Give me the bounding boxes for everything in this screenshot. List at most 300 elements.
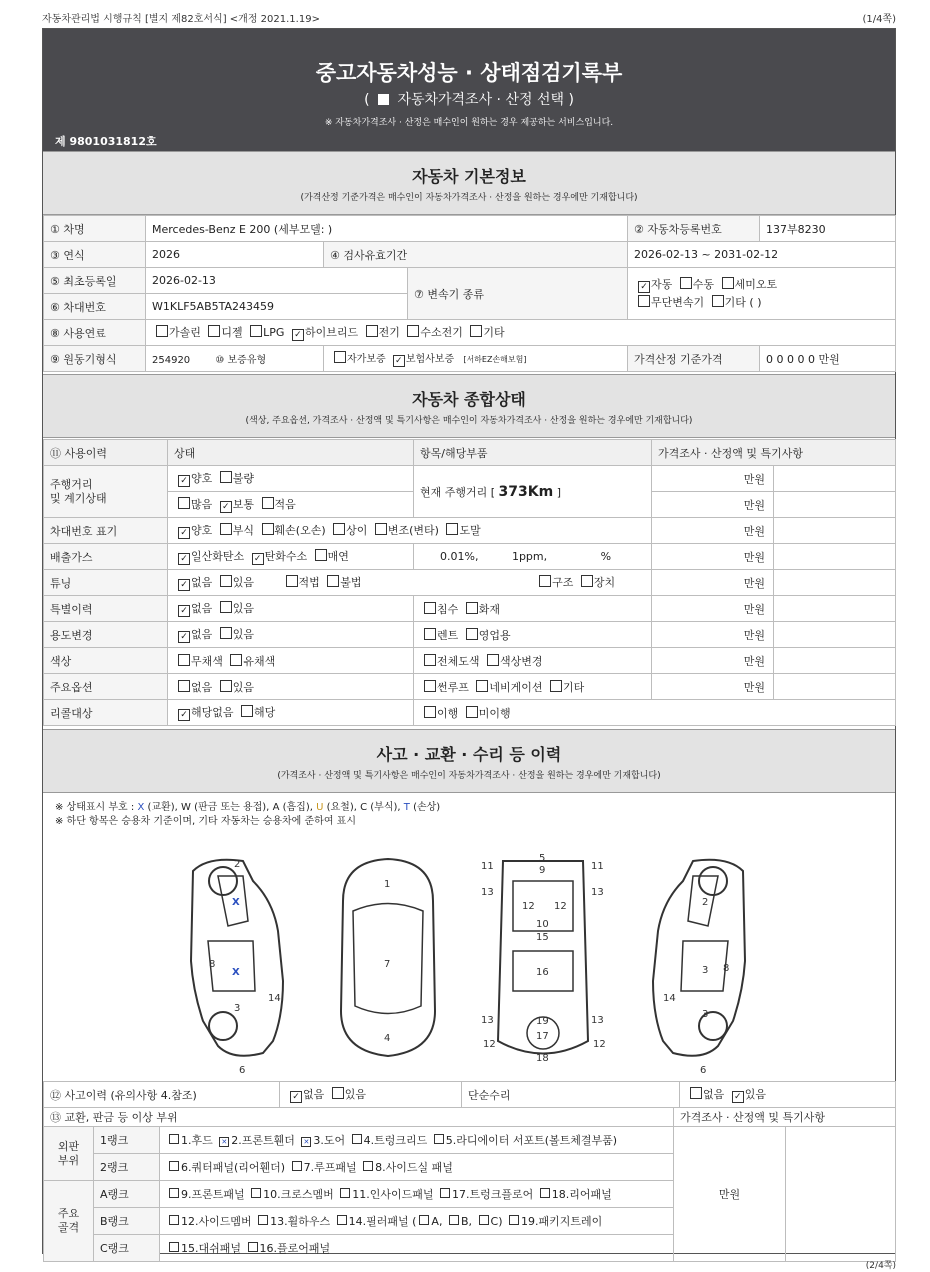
car-frame-view — [481, 853, 606, 1064]
accident-history-table — [43, 1081, 896, 1108]
simple-repair-label: 단순수리 — [462, 1082, 680, 1108]
dash-panel-checkbox[interactable] — [169, 1242, 179, 1252]
mileage-current-end: ] — [556, 485, 562, 499]
special-exist-checkbox[interactable] — [220, 601, 232, 613]
mileage-cond-row2 — [168, 492, 414, 518]
vin-rust-label: 부식 — [232, 524, 255, 537]
status-subtitle: (색상, 주요옵션, 가격조사 · 산정액 및 특기사항은 매수인이 자동차가격조사 · 산정을 원하는 경우에만 기재합니다) — [245, 416, 693, 426]
mileage-good-label: 양호 — [191, 472, 213, 485]
achromatic-checkbox[interactable] — [178, 654, 190, 666]
legend-prefix: ※ 상태표시 부호 : — [55, 802, 135, 813]
part-19-frame: 19 — [536, 1016, 549, 1027]
part-6-right: 6 — [700, 1065, 707, 1076]
mileage-current-cell — [414, 466, 652, 518]
vin-diff-label: 상이 — [346, 524, 368, 537]
part-12-frame-right: 12 — [554, 901, 567, 912]
warranty-options — [324, 346, 628, 372]
tuning-structure-checkbox[interactable] — [539, 575, 551, 587]
fire-label: 화재 — [478, 602, 501, 616]
vin-good-label: 양호 — [191, 524, 213, 537]
tuning-none-label: 없음 — [191, 576, 213, 589]
legend-a-text: (흠집), — [282, 802, 313, 813]
part-13-frame-rear-left: 13 — [481, 1015, 494, 1026]
mileage-many-checkbox[interactable] — [178, 497, 190, 509]
option-note[interactable] — [774, 674, 896, 700]
em-hc-checkbox[interactable] — [252, 553, 264, 565]
em-co-label: 일산화탄소 — [191, 550, 245, 563]
option-none-checkbox[interactable] — [178, 680, 190, 692]
warranty-ins-checkbox[interactable] — [393, 355, 405, 367]
usage-parts — [414, 622, 652, 648]
price-cell — [760, 346, 896, 372]
usage-exist-checkbox[interactable] — [220, 627, 232, 639]
special-none-checkbox[interactable] — [178, 605, 190, 617]
warranty-ins-label: 보험사보증 — [405, 354, 455, 365]
recall-parts — [414, 700, 896, 726]
car-name-label: ① 차명 — [44, 216, 146, 242]
fuel-hybrid-checkbox[interactable] — [292, 329, 304, 341]
vin-label: ⑥ 차대번호 — [44, 294, 146, 320]
accident-none-checkbox[interactable] — [290, 1091, 302, 1103]
mileage-normal-label: 보통 — [232, 498, 255, 511]
accident-title: 사고 · 교환 · 수리 등 이력 — [376, 745, 562, 764]
trans-other-label: 기타 ( ) — [724, 295, 762, 309]
floor-panel-checkbox[interactable] — [248, 1242, 258, 1252]
legend-c: C — [360, 802, 368, 813]
mileage-current-value: 373Km — [498, 483, 554, 500]
pillar-b-checkbox[interactable] — [449, 1215, 459, 1225]
fuel-options — [146, 320, 896, 346]
part-11-frame-left: 11 — [481, 861, 494, 872]
part-2-right: 2 — [702, 897, 709, 908]
trans-cvt-checkbox[interactable] — [638, 295, 650, 307]
record-number: 제 9801031812호 — [55, 135, 157, 148]
part-3-right-b: 3 — [702, 1009, 709, 1020]
usage-none-label: 없음 — [191, 628, 213, 641]
form-header — [43, 29, 895, 151]
part-7-top: 7 — [384, 959, 391, 970]
rear-panel-checkbox[interactable] — [540, 1188, 550, 1198]
emission-note[interactable] — [774, 544, 896, 570]
trunk-lid-label: 4.트렁크리드 — [363, 1134, 428, 1147]
car-diagram — [43, 841, 895, 1076]
part-14-right: 14 — [663, 993, 676, 1004]
usage-price: 만원 — [652, 622, 774, 648]
first-reg-value: 2026-02-13 — [146, 268, 408, 294]
side-sill-checkbox[interactable] — [363, 1161, 373, 1171]
quarter-panel-checkbox[interactable] — [169, 1161, 179, 1171]
fuel-elec-checkbox[interactable] — [366, 325, 378, 337]
rankB-label: B랭크 — [94, 1208, 160, 1235]
trans-cvt-label: 무단변속기 — [651, 295, 705, 309]
accident-hist-label: ⑫ 사고이력 (유의사항 4.참조) — [44, 1082, 280, 1108]
mileage-note-1[interactable] — [774, 466, 896, 492]
reg-value: 137부8230 — [760, 216, 896, 242]
part-13-frame-left: 13 — [481, 887, 494, 898]
front-fender-label: 2.프론트휀더 — [231, 1134, 295, 1147]
em-value-hc: 1ppm, — [511, 550, 548, 563]
quarter-panel-label: 6.쿼터패널(리어휀더) — [181, 1161, 286, 1174]
car-name-value: Mercedes-Benz E 200 (세부모델: ) — [146, 216, 628, 242]
form-subtitle — [43, 89, 895, 109]
tuning-legal-checkbox[interactable] — [286, 575, 298, 587]
hood-label: 1.후드 — [181, 1134, 213, 1147]
engine-value: 254920 — [152, 355, 191, 366]
subtitle-text: 자동차가격조사 · 산정 선택 — [397, 92, 565, 108]
mileage-label: 주행거리 및 계기상태 — [44, 466, 168, 518]
option-exist-label: 있음 — [232, 680, 255, 694]
tuning-exist-label: 있음 — [232, 576, 255, 589]
color-options — [168, 648, 414, 674]
fuel-hybrid-label: 하이브리드 — [304, 326, 359, 339]
tuning-legal-label: 적법 — [298, 576, 320, 589]
full-paint-checkbox[interactable] — [424, 654, 436, 666]
legend-a: A — [272, 802, 280, 813]
reg-label: ② 자동차등록번호 — [628, 216, 760, 242]
simple-yes-checkbox[interactable] — [732, 1091, 744, 1103]
fuel-other-checkbox[interactable] — [470, 325, 482, 337]
part-13-frame-right: 13 — [591, 887, 604, 898]
fuel-label: ⑧ 사용연료 — [44, 320, 146, 346]
engine-and-warranty — [146, 346, 324, 372]
recall-yes-label: 해당 — [254, 706, 276, 719]
emission-label: 배출가스 — [44, 544, 168, 570]
dash-panel-label: 15.대쉬패널 — [181, 1242, 241, 1255]
package-tray-label: 19.패키지트레이 — [520, 1215, 603, 1228]
special-exist-label: 있음 — [232, 602, 255, 615]
side-member-checkbox[interactable] — [169, 1215, 179, 1225]
special-options — [168, 596, 414, 622]
form-frame — [42, 28, 896, 1254]
hood-checkbox[interactable] — [169, 1134, 179, 1144]
part-15-frame: 15 — [536, 932, 549, 943]
fuel-gas-checkbox[interactable] — [156, 325, 168, 337]
status-title: 자동차 종합상태 — [412, 390, 526, 409]
legend-u: U — [316, 802, 324, 813]
mark-left-door: X — [232, 967, 240, 978]
part-3-right-a: 3 — [702, 965, 709, 976]
chromatic-checkbox[interactable] — [230, 654, 242, 666]
part-11-frame-right: 11 — [591, 861, 604, 872]
tuning-exist-checkbox[interactable] — [220, 575, 232, 587]
legend-u-text: (요철), — [326, 802, 357, 813]
chromatic-label: 유채색 — [243, 654, 276, 668]
vin-dmg-checkbox[interactable] — [262, 523, 274, 535]
tuning-note[interactable] — [774, 570, 896, 596]
trans-semi-label: 세미오토 — [734, 277, 778, 291]
trans-manual-checkbox[interactable] — [680, 277, 692, 289]
legend-t-text: (손상) — [413, 802, 441, 813]
parts-note[interactable] — [786, 1127, 896, 1262]
legend-t: T — [403, 802, 410, 813]
side-sill-label: 8.사이드실 패널 — [375, 1161, 453, 1174]
inspect-value: 2026-02-13 ~ 2031-02-12 — [628, 242, 896, 268]
warranty-ins-name: [서하EZ손해보험] — [463, 355, 527, 364]
legend-x-text: (교환), — [147, 802, 178, 813]
legend-w: W — [180, 802, 191, 813]
color-label: 색상 — [44, 648, 168, 674]
color-change-checkbox[interactable] — [487, 654, 499, 666]
recall-none-checkbox[interactable] — [178, 709, 190, 721]
basic-subtitle: (가격산정 기준가격은 매수인이 자동차가격조사 · 산정을 원하는 경우에만 기재합니다) — [300, 193, 638, 203]
em-smoke-label: 매연 — [327, 550, 349, 563]
usage-none-checkbox[interactable] — [178, 631, 190, 643]
wheel-house-label: 13.휠하우스 — [270, 1215, 331, 1228]
trans-manual-label: 수동 — [692, 277, 715, 291]
mileage-bad-label: 불량 — [232, 472, 255, 485]
special-note[interactable] — [774, 596, 896, 622]
vin-value: W1KLF5AB5TA243459 — [146, 294, 408, 320]
form-title: 중고자동차성능 · 상태점검기록부 — [315, 61, 623, 85]
part-5-frame: 5 — [539, 853, 546, 864]
color-change-label: 색상변경 — [500, 654, 543, 668]
year-label: ③ 연식 — [44, 242, 146, 268]
usage-label: 용도변경 — [44, 622, 168, 648]
opt-other-checkbox[interactable] — [550, 680, 562, 692]
full-paint-label: 전체도색 — [437, 654, 480, 668]
car-top-view — [341, 859, 435, 1056]
special-price: 만원 — [652, 596, 774, 622]
option-label: 주요옵션 — [44, 674, 168, 700]
part-10-frame: 10 — [536, 919, 549, 930]
door-checkbox[interactable]: ✕ — [301, 1137, 311, 1147]
pillar-c-checkbox[interactable] — [479, 1215, 489, 1225]
fuel-h2-label: 수소전기 — [420, 326, 463, 339]
accident-none-label: 없음 — [303, 1088, 325, 1101]
tuning-label: 튜닝 — [44, 570, 168, 596]
special-none-label: 없음 — [191, 602, 213, 615]
usage-options — [168, 622, 414, 648]
status-h4: 가격조사 · 산정액 및 특기사항 — [652, 440, 896, 466]
pillar-a-checkbox[interactable] — [419, 1215, 429, 1225]
rank1-label: 1랭크 — [94, 1127, 160, 1154]
color-note[interactable] — [774, 648, 896, 674]
front-panel-checkbox[interactable] — [169, 1188, 179, 1198]
navi-checkbox[interactable] — [476, 680, 488, 692]
tuning-structure-label: 구조 — [552, 576, 574, 589]
vin-mark-price: 만원 — [652, 518, 774, 544]
part-1-top: 1 — [384, 879, 391, 890]
mark-left-front: X — [232, 897, 240, 908]
mileage-normal-checkbox[interactable] — [220, 501, 232, 513]
mileage-few-checkbox[interactable] — [262, 497, 274, 509]
mileage-price-1: 만원 — [652, 466, 774, 492]
part-6-left: 6 — [239, 1065, 246, 1076]
recall-done-checkbox[interactable] — [424, 706, 436, 718]
mileage-price-2: 만원 — [652, 492, 774, 518]
accident-yes-checkbox[interactable] — [332, 1087, 344, 1099]
radiator-support-checkbox[interactable] — [434, 1134, 444, 1144]
legend-x: X — [137, 802, 145, 813]
accident-hist-options — [280, 1082, 462, 1108]
vin-diff-checkbox[interactable] — [333, 523, 345, 535]
rankB-parts: 12.사이드멤버 13.휠하우스 14.필러패널 ( A, B, C) 19.패키지트레이 — [160, 1208, 674, 1235]
simple-none-label: 없음 — [703, 1088, 725, 1101]
floor-panel-label: 16.플로어패널 — [259, 1242, 331, 1255]
trans-auto-label: 자동 — [651, 277, 673, 291]
part-17-frame: 17 — [536, 1031, 549, 1042]
mileage-few-label: 적음 — [274, 498, 296, 511]
vin-theft-checkbox[interactable] — [446, 523, 458, 535]
first-reg-label: ⑤ 최초등록일 — [44, 268, 146, 294]
simple-repair-options — [680, 1082, 896, 1108]
em-hc-label: 탄화수소 — [264, 550, 308, 563]
vin-dmg-label: 훼손(오손) — [274, 524, 326, 537]
option-exist-checkbox[interactable] — [220, 680, 232, 692]
fire-checkbox[interactable] — [466, 602, 478, 614]
simple-none-checkbox[interactable] — [690, 1087, 702, 1099]
vin-mark-label: 차대번호 표기 — [44, 518, 168, 544]
fuel-gas-label: 가솔린 — [169, 326, 201, 339]
part-18-frame: 18 — [536, 1053, 549, 1064]
car-left-side-view — [191, 859, 283, 1076]
rankA-label: A랭크 — [94, 1181, 160, 1208]
parts-label: ⑬ 교환, 판금 등 이상 부위 — [44, 1108, 674, 1127]
package-tray-checkbox[interactable] — [509, 1215, 519, 1225]
warranty-self-checkbox[interactable] — [334, 351, 346, 363]
em-value-smoke: % — [600, 550, 612, 563]
tuning-device-checkbox[interactable] — [581, 575, 593, 587]
fuel-elec-label: 전기 — [378, 326, 400, 339]
accident-subtitle: (가격조사 · 산정액 및 특기사항은 매수인이 자동차가격조사 · 산정을 원하는 경우에만 기재합니다) — [277, 771, 661, 781]
trunk-lid-checkbox[interactable] — [352, 1134, 362, 1144]
usage-note[interactable] — [774, 622, 896, 648]
wheel-house-checkbox[interactable] — [258, 1215, 268, 1225]
mileage-cond-row1 — [168, 466, 414, 492]
basic-info-table — [43, 215, 896, 372]
accident-section-header — [43, 729, 895, 793]
parts-table — [43, 1107, 896, 1262]
mileage-note-2[interactable] — [774, 492, 896, 518]
rear-panel-label: 18.리어패널 — [551, 1188, 612, 1201]
part-3-left: 3 — [234, 1003, 241, 1014]
navi-label: 네비게이션 — [489, 680, 543, 694]
business-checkbox[interactable] — [466, 628, 478, 640]
sunroof-label: 썬루프 — [437, 680, 469, 694]
rankC-parts — [160, 1235, 674, 1262]
part-4-top: 4 — [384, 1033, 391, 1044]
price-check-checkbox[interactable] — [378, 94, 389, 105]
recall-yes-checkbox[interactable] — [241, 705, 253, 717]
pillar-panel-label: 14.필러패널 — [348, 1215, 409, 1228]
mileage-bad-checkbox[interactable] — [220, 471, 232, 483]
price-unit: 만원 — [818, 352, 840, 366]
fuel-diesel-label: 디젤 — [221, 326, 243, 339]
rank2-parts — [160, 1154, 674, 1181]
vin-mark-note[interactable] — [774, 518, 896, 544]
main-frame-label: 주요 골격 — [44, 1181, 94, 1262]
fuel-h2-checkbox[interactable] — [407, 325, 419, 337]
color-parts — [414, 648, 652, 674]
part-12-frame-rear-left: 12 — [483, 1039, 496, 1050]
recall-label: 리콜대상 — [44, 700, 168, 726]
trans-other-checkbox[interactable] — [712, 295, 724, 307]
car-right-side-view — [653, 860, 745, 1076]
parts-price-label: 가격조사 · 산정액 및 특기사항 — [674, 1108, 896, 1127]
status-h1: ⑪ 사용이력 — [44, 440, 168, 466]
roof-panel-checkbox[interactable] — [292, 1161, 302, 1171]
simple-yes-label: 있음 — [744, 1088, 767, 1101]
mileage-current-label: 현재 주행거리 [ — [420, 485, 496, 499]
mileage-good-checkbox[interactable] — [178, 475, 190, 487]
rent-checkbox[interactable] — [424, 628, 436, 640]
tuning-illegal-checkbox[interactable] — [327, 575, 339, 587]
rank2-label: 2랭크 — [94, 1154, 160, 1181]
vin-theft-label: 도말 — [459, 524, 481, 537]
front-fender-checkbox[interactable]: ✕ — [219, 1137, 229, 1147]
tuning-options — [168, 570, 652, 596]
door-label: 3.도어 — [313, 1134, 346, 1147]
fuel-other-label: 기타 — [483, 326, 505, 339]
tuning-illegal-label: 불법 — [340, 576, 362, 589]
status-h3: 항목/해당부품 — [414, 440, 652, 466]
radiator-support-label: 5.라디에이터 서포트(볼트체결부품) — [445, 1134, 618, 1147]
tuning-none-checkbox[interactable] — [178, 579, 190, 591]
part-14-left: 14 — [268, 993, 281, 1004]
page-number-bottom: (2/4쪽) — [865, 1261, 896, 1271]
recall-options — [168, 700, 414, 726]
em-smoke-checkbox[interactable] — [315, 549, 327, 561]
rankC-label: C랭크 — [94, 1235, 160, 1262]
legend-c-text: (부식), — [370, 802, 401, 813]
vin-good-checkbox[interactable] — [178, 527, 190, 539]
warranty-self-label: 자가보증 — [347, 354, 386, 365]
status-table — [43, 439, 896, 726]
opt-other-label: 기타 — [563, 680, 585, 694]
cross-member-checkbox[interactable] — [251, 1188, 261, 1198]
sunroof-checkbox[interactable] — [424, 680, 436, 692]
trunk-floor-checkbox[interactable] — [440, 1188, 450, 1198]
fuel-lpg-checkbox[interactable] — [250, 325, 262, 337]
tuning-price: 만원 — [652, 570, 774, 596]
vin-alter-checkbox[interactable] — [375, 523, 387, 535]
rank1-parts — [160, 1127, 674, 1154]
fuel-diesel-checkbox[interactable] — [208, 325, 220, 337]
part-8-left: 8 — [209, 959, 216, 970]
parts-price: 만원 — [674, 1127, 786, 1262]
part-8-right: 8 — [723, 963, 730, 974]
trans-label: ⑦ 변속기 종류 — [408, 268, 628, 320]
inspect-label: ④ 검사유효기간 — [324, 242, 628, 268]
flood-checkbox[interactable] — [424, 602, 436, 614]
status-h2: 상태 — [168, 440, 414, 466]
trans-auto-checkbox[interactable] — [638, 281, 650, 293]
special-label: 특별이력 — [44, 596, 168, 622]
option-none-label: 없음 — [191, 680, 213, 694]
pillar-b-label: B, — [460, 1215, 472, 1228]
pillar-panel-checkbox[interactable] — [337, 1215, 347, 1225]
inside-panel-checkbox[interactable] — [340, 1188, 350, 1198]
option-options — [168, 674, 414, 700]
inside-panel-label: 11.인사이드패널 — [352, 1188, 434, 1201]
tuning-device-label: 장치 — [593, 576, 616, 589]
recall-notdone-checkbox[interactable] — [466, 706, 478, 718]
header-note: ※ 자동차가격조사 · 산정은 매수인이 원하는 경우 제공하는 서비스입니다. — [324, 118, 614, 128]
vin-rust-checkbox[interactable] — [220, 523, 232, 535]
special-parts — [414, 596, 652, 622]
trans-semi-checkbox[interactable] — [722, 277, 734, 289]
part-12-frame-rear-right: 12 — [593, 1039, 606, 1050]
em-value-co: 0.01%, — [440, 550, 479, 563]
legend-notes — [55, 801, 440, 829]
em-co-checkbox[interactable] — [178, 553, 190, 565]
trans-options — [628, 268, 896, 320]
warranty-label: ⑩ 보증유형 — [215, 355, 267, 366]
part-2-left: 2 — [234, 859, 241, 870]
trunk-floor-label: 17.트렁크플로어 — [452, 1188, 534, 1201]
emission-price: 만원 — [652, 544, 774, 570]
part-13-frame-rear-right: 13 — [591, 1015, 604, 1026]
